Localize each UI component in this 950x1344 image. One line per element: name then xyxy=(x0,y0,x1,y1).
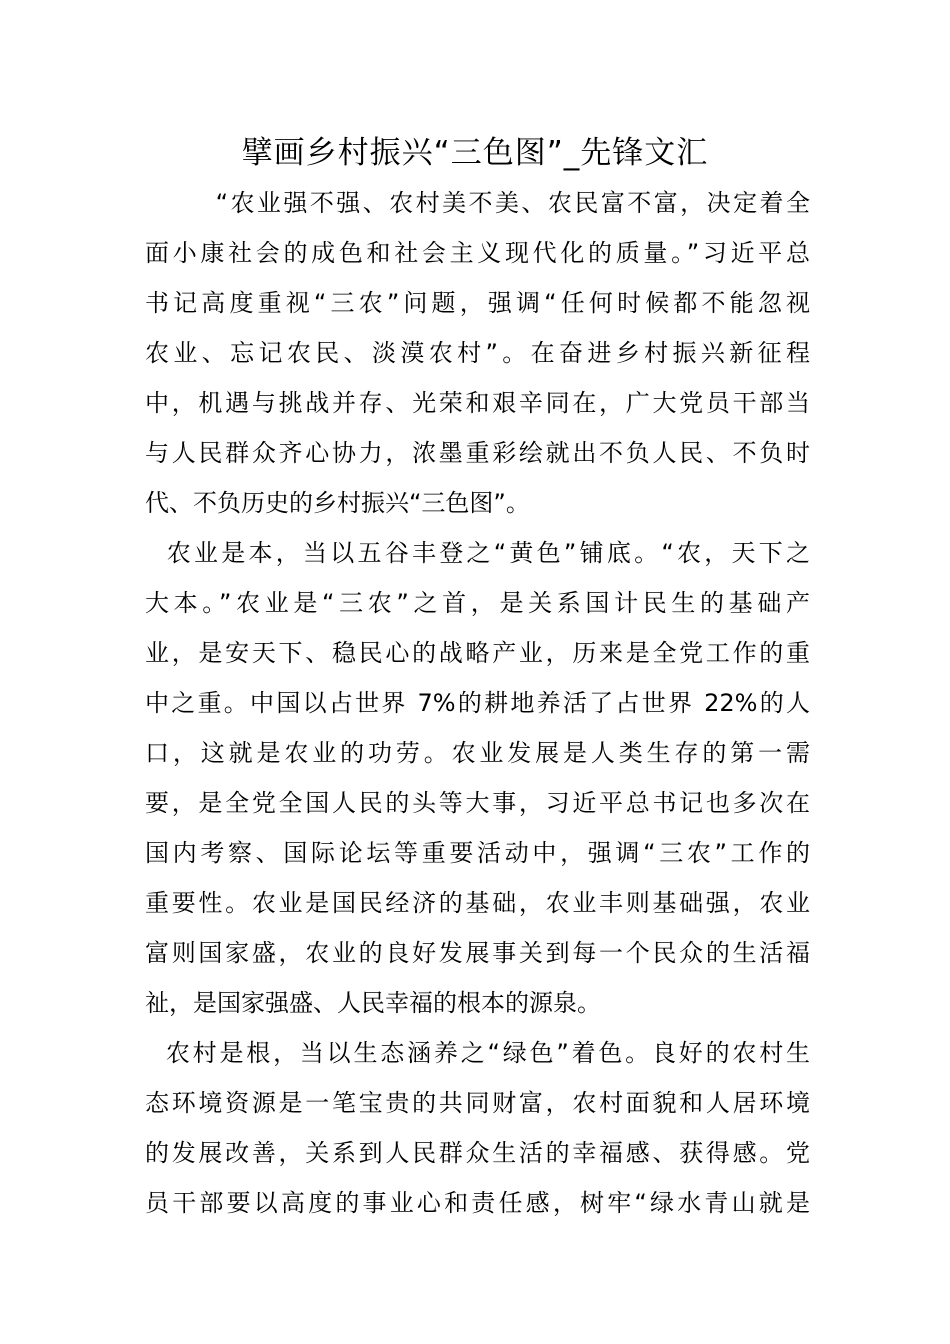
text-line: 富则国家盛，农业的良好发展事关到每一个民众的生活福 xyxy=(145,939,810,967)
text-line: 重要性。农业是国民经济的基础，农业丰则基础强，农业 xyxy=(145,889,810,917)
text-line: 口，这就是农业的功劳。农业发展是人类生存的第一需 xyxy=(145,739,810,767)
text-line: 与人民群众齐心协力，浓墨重彩绘就出不负人民、不负时 xyxy=(145,439,810,467)
text-line: 代、不负历史的乡村振兴“三色图”。 xyxy=(145,489,530,517)
text-line: 农业、忘记农民、淡漠农村”。在奋进乡村振兴新征程 xyxy=(145,339,810,367)
text-line: 祉，是国家强盛、人民幸福的根本的源泉。 xyxy=(145,989,601,1017)
text-line: 中之重。中国以占世界 7%的耕地养活了占世界 22%的人 xyxy=(145,689,810,717)
text-line: 业，是安天下、稳民心的战略产业，历来是全党工作的重 xyxy=(145,639,810,667)
text-line: 农业是本，当以五谷丰登之“黄色”铺底。“农，天下之 xyxy=(145,539,810,567)
text-line: 态环境资源是一笔宝贵的共同财富，农村面貌和人居环境 xyxy=(145,1089,810,1117)
document-title: 擘画乡村振兴“三色图”_先锋文汇 xyxy=(241,135,709,171)
text-line: “农业强不强、农村美不美、农民富不富，决定着全 xyxy=(145,189,810,217)
text-line: 员干部要以高度的事业心和责任感，树牢“绿水青山就是 xyxy=(145,1189,810,1217)
text-line: 中，机遇与挑战并存、光荣和艰辛同在，广大党员干部当 xyxy=(145,389,810,417)
text-line: 要，是全党全国人民的头等大事，习近平总书记也多次在 xyxy=(145,789,810,817)
text-line: 面小康社会的成色和社会主义现代化的质量。”习近平总 xyxy=(145,239,810,267)
text-line: 书记高度重视“三农”问题，强调“任何时候都不能忽视 xyxy=(145,289,810,317)
text-line: 的发展改善，关系到人民群众生活的幸福感、获得感。党 xyxy=(145,1139,810,1167)
text-line: 国内考察、国际论坛等重要活动中，强调“三农”工作的 xyxy=(145,839,810,867)
document-body xyxy=(145,178,810,1228)
text-line: 大本。”农业是“三农”之首，是关系国计民生的基础产 xyxy=(145,589,810,617)
text-line: 农村是根，当以生态涵养之“绿色”着色。良好的农村生 xyxy=(145,1039,810,1067)
